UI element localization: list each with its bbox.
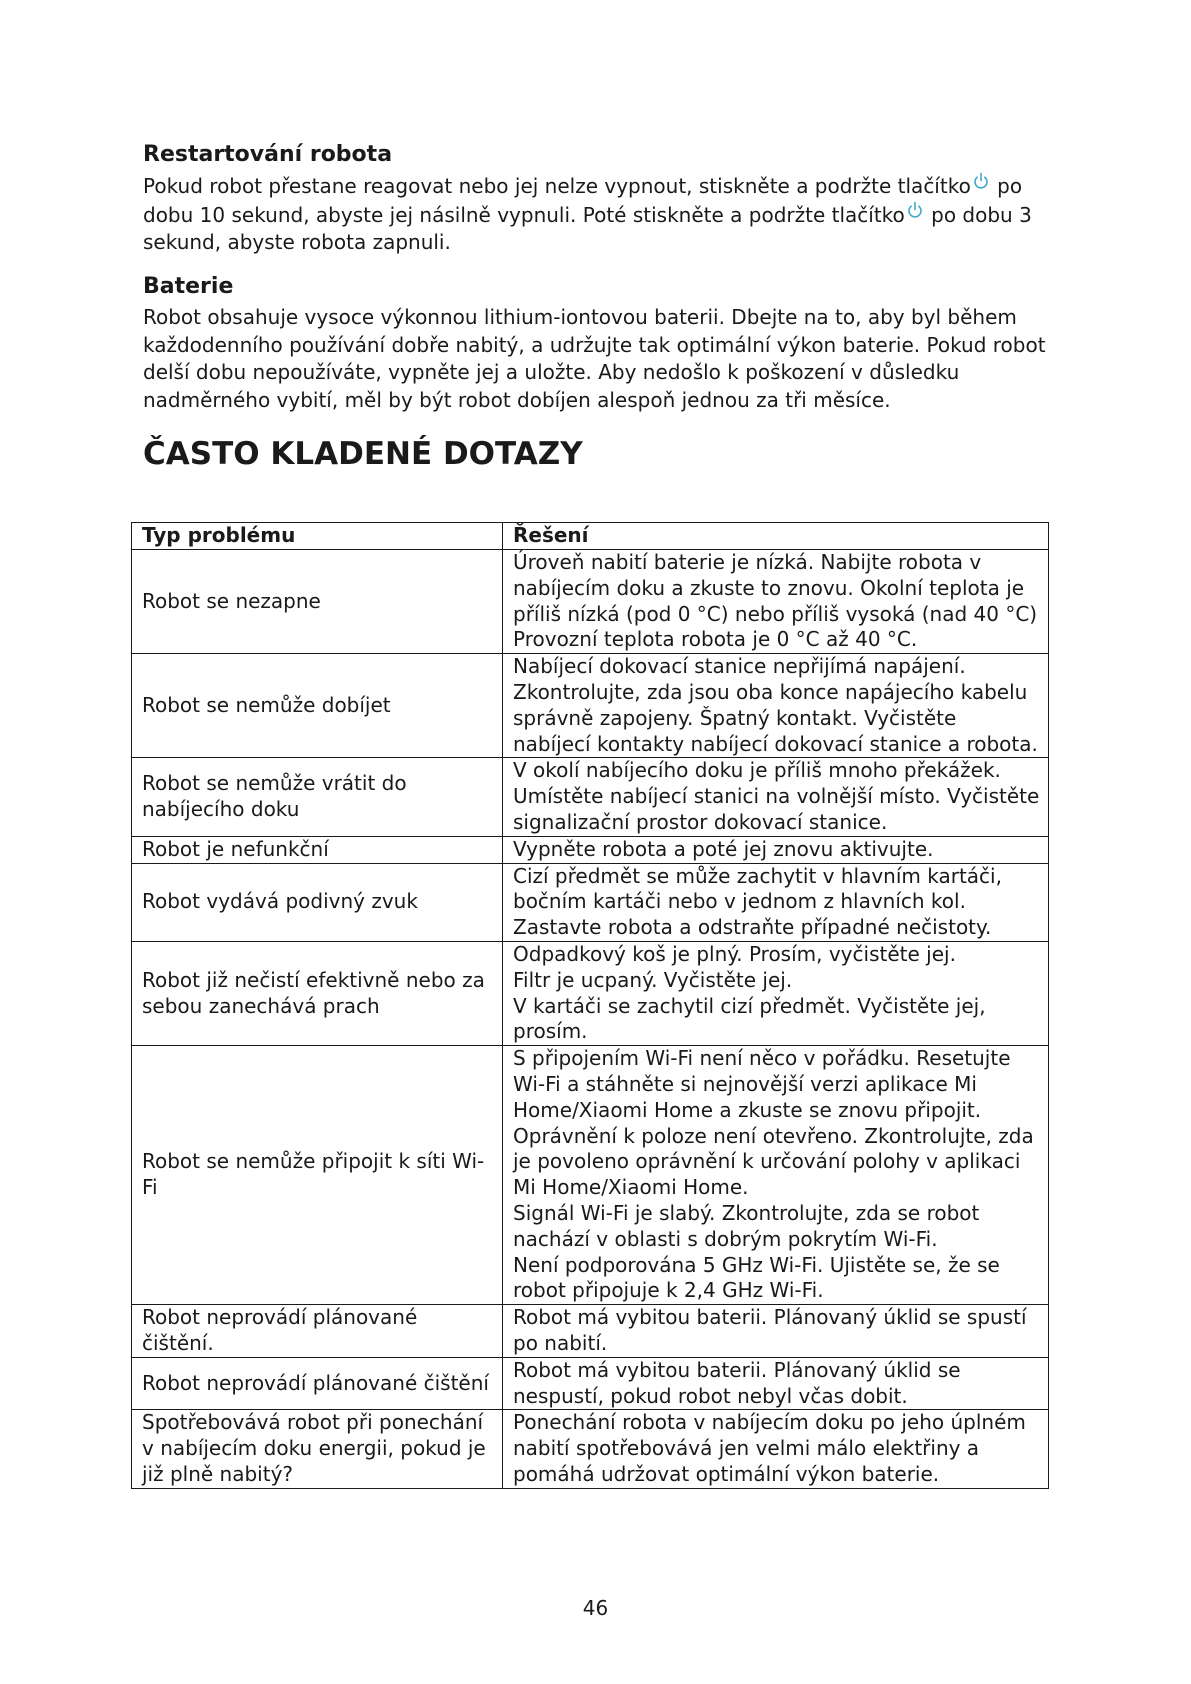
table-row [132,1357,1049,1410]
solution-text: Robot má vybitou baterii. Plánovaný úklid se spustí po nabití. [513,1305,1027,1355]
power-icon [907,201,923,219]
column-header-solution: Řešení [503,523,1049,550]
solution-text: S připojením Wi-Fi není něco v pořádku. Resetujte Wi-Fi a stáhněte si nejnovější verzi aplikace Mi Home/Xiaomi Home a zkuste se znovu připojit. [513,1046,1011,1122]
solution-cell [503,1305,1049,1358]
solution-text: V okolí nabíjecího doku je příliš mnoho překážek. Umístěte nabíjecí stanici na volnější místo. Vyčistěte signalizační prostor dokovací stanice. [513,758,1040,834]
solution-cell [503,1410,1049,1488]
table-row [132,836,1049,863]
restart-paragraph [143,172,1063,257]
table-header-row [132,523,1049,550]
table-row [132,1305,1049,1358]
table-row [132,1410,1049,1488]
solution-text: Robot má vybitou baterii. Plánovaný úklid se nespustí, pokud robot nebyl včas dobit. [513,1357,961,1408]
solution-text: V kartáči se zachytil cizí předmět. Vyčistěte jej, prosím. [513,993,986,1044]
restart-section [143,140,1063,257]
solution-text: Oprávnění k poloze není otevřeno. Zkontrolujte, zda je povoleno oprávnění k určování polohy v aplikaci Mi Home/Xiaomi Home. [513,1123,1034,1200]
solution-cell [503,758,1049,836]
battery-paragraph: Robot obsahuje vysoce výkonnou lithium-iontovou baterii. Dbejte na to, aby byl během každodenního používání dobře nabitý, a udržujte tak optimální výkon baterie. Pokud robot delší dobu nepoužíváte, vypněte jej a uložte. Aby nedošlo k poškození v důsledku nadměrného vybití, měl by být robot dobíjen alespoň jednou za tři měsíce. [143,305,1046,412]
solution-text: Není podporována 5 GHz Wi-Fi. Ujistěte se, že se robot připojuje k 2,4 GHz Wi-Fi. [513,1252,1000,1303]
problem-cell: Robot již nečistí efektivně nebo za sebou zanechává prach [132,941,503,1045]
faq-heading: ČASTO KLADENÉ DOTAZY [143,436,583,472]
restart-heading: Restartování robota [143,142,393,167]
solution-text: Signál Wi-Fi je slabý. Zkontrolujte, zda se robot nachází v oblasti s dobrým pokrytím Wi-Fi. [513,1200,980,1251]
power-icon [973,172,989,190]
solution-cell [503,941,1049,1045]
solution-cell [503,654,1049,758]
column-header-problem: Typ problému [132,523,503,550]
table-row [132,863,1049,941]
solution-text: Ponechání robota v nabíjecím doku po jeho úplném nabití spotřebovává jen velmi málo elektřiny a pomáhá udržovat optimální výkon baterie. [513,1410,1026,1486]
faq-table [131,522,1049,1489]
page-number: 46 [582,1596,609,1620]
battery-heading: Baterie [143,274,234,299]
problem-cell: Robot se nezapne [132,550,503,654]
problem-cell: Robot se nemůže dobíjet [132,654,503,758]
restart-text-3: po dobu 3 sekund, abyste robota zapnuli. [143,202,1032,254]
table-row [132,941,1049,1045]
table-row [132,654,1049,758]
faq-table-body [132,550,1049,1489]
solution-cell [503,550,1049,654]
solution-cell [503,836,1049,863]
problem-cell: Robot neprovádí plánované čištění. [132,1305,503,1358]
solution-text: Cizí předmět se může zachytit v hlavním kartáči, bočním kartáči nebo v jednom z hlavních kol. Zastavte robota a odstraňte případné nečistoty. [513,863,1002,940]
solution-text: Vypněte robota a poté jej znovu aktivujte. [513,836,934,861]
table-row [132,758,1049,836]
battery-section [143,272,1063,414]
table-row [132,1046,1049,1305]
problem-cell: Robot se nemůže připojit k síti Wi-Fi [132,1046,503,1305]
solution-cell [503,863,1049,941]
problem-cell: Robot se nemůže vrátit do nabíjecího doku [132,758,503,836]
table-row [132,550,1049,654]
solution-text: Úroveň nabití baterie je nízká. Nabijte robota v nabíjecím doku a zkuste to znovu. Okolní teplota je příliš nízká (pod 0 °C) nebo příliš vysoká (nad 40 °C) Provozní teplota robota je 0 °C až 40 °C. [513,550,1038,652]
problem-cell: Spotřebovává robot při ponechání v nabíjecím doku energii, pokud je již plně nabitý? [132,1410,503,1488]
problem-cell: Robot neprovádí plánované čištění [132,1357,503,1410]
problem-cell: Robot je nefunkční [132,836,503,863]
solution-text: Odpadkový koš je plný. Prosím, vyčistěte jej. [513,941,956,966]
solution-text: Filtr je ucpaný. Vyčistěte jej. [513,967,793,992]
solution-cell [503,1046,1049,1305]
restart-text-1: Pokud robot přestane reagovat nebo jej nelze vypnout, stiskněte a podržte tlačítko [143,174,971,198]
problem-cell: Robot vydává podivný zvuk [132,863,503,941]
solution-cell [503,1357,1049,1410]
solution-text: Nabíjecí dokovací stanice nepřijímá napájení. Zkontrolujte, zda jsou oba konce napájecího kabelu správně zapojeny. Špatný kontakt. Vyčistěte nabíjecí kontakty nabíjecí dokovací stanice a robota. [513,654,1038,756]
restart-text-2: po dobu 10 sekund, abyste jej násilně vypnuli. Poté stiskněte a podržte tlačítko [143,174,1023,227]
